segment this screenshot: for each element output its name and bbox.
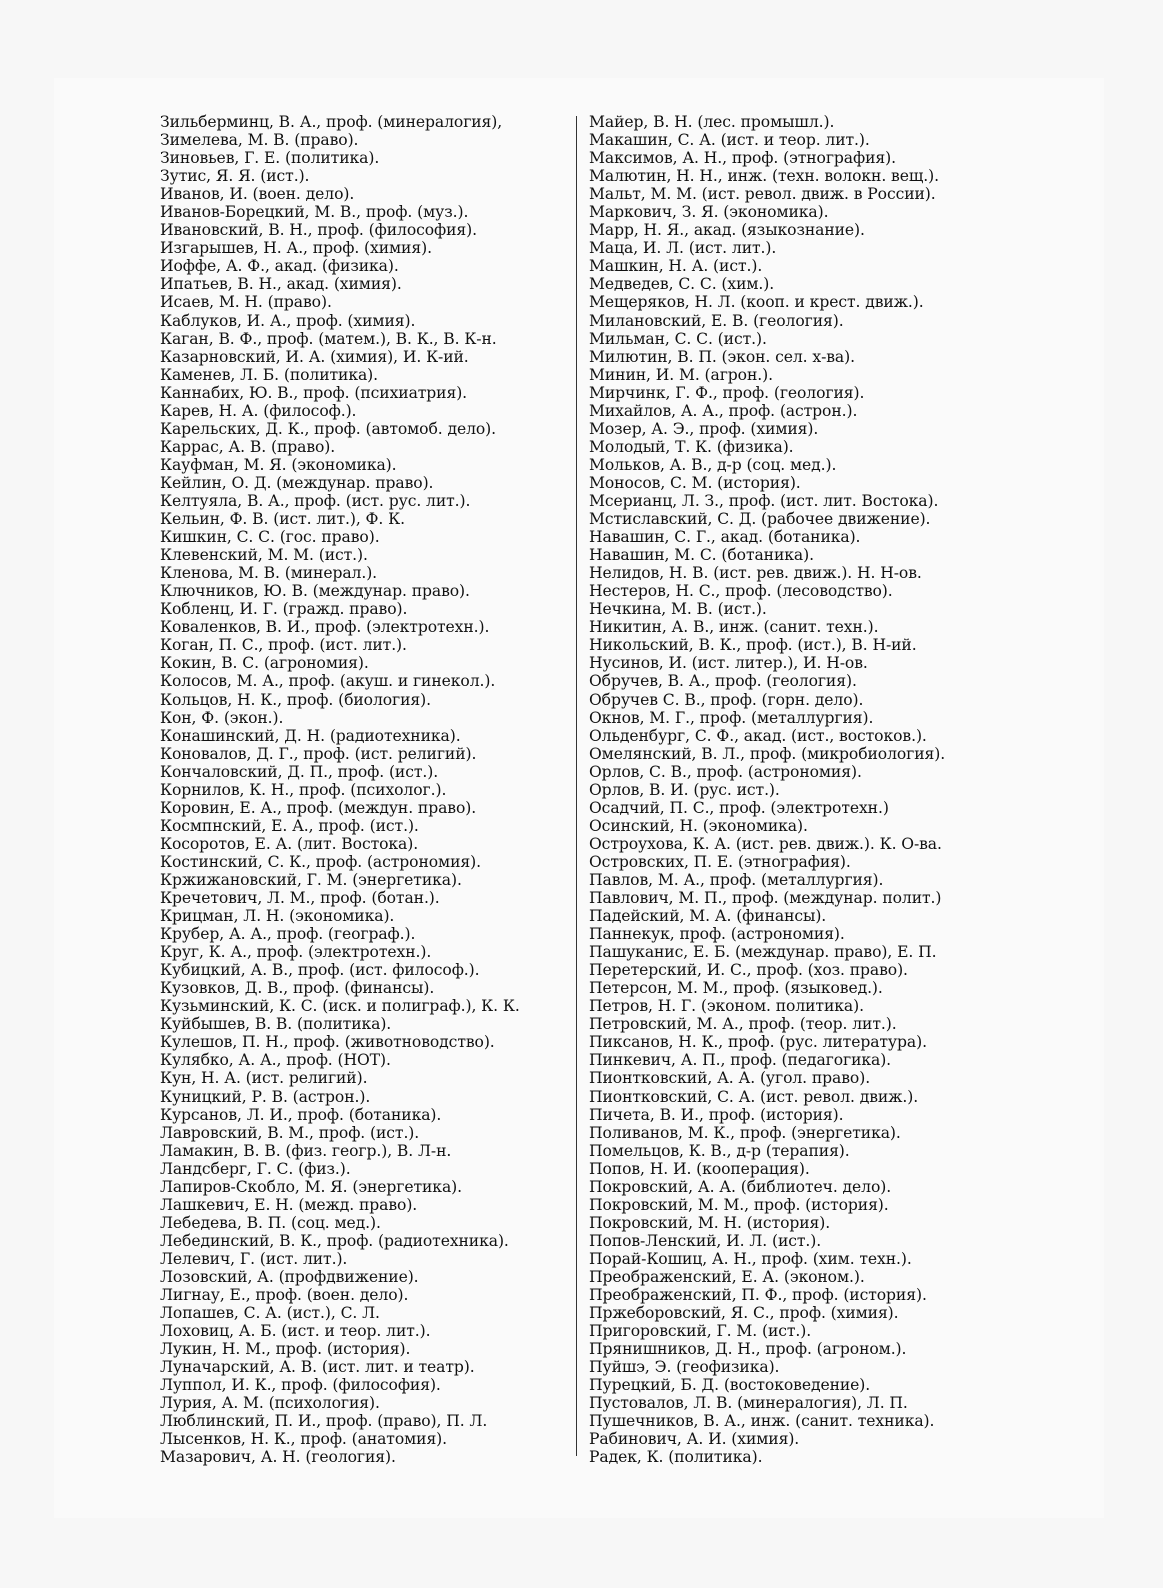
index-entry: Навашин, С. Г., акад. (ботаника). [589, 528, 861, 547]
index-entry: Иванов, И. (воен. дело). [160, 185, 355, 204]
index-entry: Навашин, М. С. (ботаника). [589, 546, 814, 565]
column-divider [576, 116, 577, 1456]
index-entry: Косоротов, Е. А. (лит. Востока). [160, 834, 419, 853]
index-entry: Кржижановский, Г. М. (энергетика). [160, 870, 462, 889]
index-entry: Лозовский, А. (профдвижение). [160, 1268, 419, 1286]
index-entry: Преображенский, Е. А. (эконом.). [589, 1268, 865, 1286]
index-entry: Пиксанов, Н. К., проф. (рус. литература). [589, 1033, 927, 1052]
index-entry: Лоховиц, А. Б. (ист. и теор. лит.). [160, 1322, 431, 1341]
index-entry: Коровин, Е. А., проф. (междун. право). [160, 798, 477, 817]
index-entry: Орлов, С. В., проф. (астрономия). [589, 762, 862, 781]
index-entry: Павлов, М. А., проф. (металлургия). [589, 870, 884, 889]
index-entry: Ламакин, В. В. (физ. геогр.), В. Л-н. [160, 1141, 452, 1160]
index-entry: Пржеборовский, Я. С., проф. (химия). [589, 1304, 899, 1323]
index-entry: Иванов-Борецкий, М. В., проф. (муз.). [160, 203, 469, 222]
index-entry: Петерсон, М. М., проф. (языковед.). [589, 979, 883, 998]
index-entry: Обручев, В. А., проф. (геология). [589, 672, 857, 691]
index-entry: Лапиров-Скобло, М. Я. (энергетика). [160, 1177, 462, 1196]
index-entry: Осинский, Н. (экономика). [589, 816, 808, 835]
index-entry: Крицман, Л. Н. (экономика). [160, 907, 395, 926]
index-entry: Кишкин, С. С. (гос. право). [160, 528, 380, 547]
index-entry: Круг, К. А., проф. (электротехн.). [160, 943, 432, 962]
index-entry: Павлович, М. П., проф. (междунар. полит.) [589, 889, 942, 908]
index-entry: Мальт, М. М. (ист. револ. движ. в России). [589, 185, 936, 204]
index-entry: Луначарский, А. В. (ист. лит. и театр). [160, 1358, 475, 1377]
index-entry: Ключников, Ю. В. (междунар. право). [160, 582, 470, 601]
index-entry: Мозер, А. Э., проф. (химия). [589, 419, 819, 438]
index-entry: Петровский, М. А., проф. (теор. лит.). [589, 1015, 897, 1034]
index-entry: Кончаловский, Д. П., проф. (ист.). [160, 762, 439, 781]
index-entry: Макашин, С. А. (ист. и теор. лит.). [589, 131, 870, 150]
index-entry: Ивановский, В. Н., проф. (философия). [160, 221, 478, 240]
index-entry: Каменев, Л. Б. (политика). [160, 365, 379, 384]
index-entry: Прянишников, Д. Н., проф. (агроном.). [589, 1340, 907, 1359]
index-entry: Куйбышев, В. В. (политика). [160, 1015, 392, 1034]
index-entry: Никольский, В. К., проф. (ист.), В. Н-ий. [589, 636, 917, 655]
index-entry: Нусинов, И. (ист. литер.), И. Н-ов. [589, 654, 868, 673]
index-entry: Никитин, А. В., инж. (санит. техн.). [589, 618, 879, 637]
index-entry: Лопашев, С. А. (ист.), С. Л. [160, 1304, 380, 1323]
index-entry: Маркович, З. Я. (экономика). [589, 203, 829, 222]
index-entry: Кулябко, А. А., проф. (НОТ). [160, 1051, 391, 1070]
index-entry: Петров, Н. Г. (эконом. политика). [589, 997, 864, 1016]
index-entry: Иоффе, А. Ф., акад. (физика). [160, 257, 399, 276]
index-entry: Омелянский, В. Л., проф. (микробиология). [589, 744, 946, 763]
index-entry: Лелевич, Г. (ист. лит.). [160, 1249, 348, 1268]
index-entry: Зильберминц, В. А., проф. (минералогия), [160, 113, 503, 131]
index-entry: Корнилов, К. Н., проф. (психолог.). [160, 780, 447, 799]
index-entry: Луппол, И. К., проф. (философия). [160, 1376, 441, 1395]
index-entry: Клевенский, М. М. (ист.). [160, 546, 368, 565]
index-entry: Лурия, А. М. (психология). [160, 1394, 380, 1413]
index-entry: Рабинович, А. И. (химия). [589, 1430, 800, 1449]
index-entry: Каннабих, Ю. В., проф. (психиатрия). [160, 383, 468, 402]
index-entry: Остроухова, К. А. (ист. рев. движ.). К. О-ва. [589, 834, 942, 853]
index-entry: Радек, К. (политика). [589, 1448, 763, 1467]
index-entry: Окнов, М. Г., проф. (металлургия). [589, 708, 874, 727]
index-entry: Нелидов, Н. В. (ист. рев. движ.). Н. Н-ов. [589, 564, 922, 583]
index-entry: Попов, Н. И. (кооперация). [589, 1159, 810, 1178]
index-entry: Пашуканис, Е. Б. (междунар. право), Е. П. [589, 943, 937, 962]
index-entry: Пустовалов, Л. В. (минералогия), Л. П. [589, 1394, 908, 1413]
index-entry: Моносов, С. М. (история). [589, 473, 801, 492]
index-entry: Лебедева, В. П. (соц. мед.). [160, 1213, 381, 1232]
index-entry: Порай-Кошиц, А. Н., проф. (хим. техн.). [589, 1249, 912, 1268]
index-entry: Пуйшэ, Э. (геофизика). [589, 1358, 780, 1377]
index-entry: Покровский, А. А. (библиотеч. дело). [589, 1177, 892, 1196]
right-column [589, 113, 999, 1467]
index-entry: Изгарышев, Н. А., проф. (химия). [160, 239, 432, 258]
index-entry: Кауфман, М. Я. (экономика). [160, 455, 397, 474]
index-entry: Кейлин, О. Д. (междунар. право). [160, 473, 434, 492]
index-entry: Покровский, М. М., проф. (история). [589, 1195, 889, 1214]
index-entry: Пионтковский, А. А. (угол. право). [589, 1069, 871, 1088]
index-entry: Кокин, В. С. (агрономия). [160, 654, 369, 673]
index-entry: Маца, И. Л. (ист. лит.). [589, 239, 777, 258]
index-entry: Марр, Н. Я., акад. (языкознание). [589, 221, 865, 240]
index-entry: Кленова, М. В. (минерал.). [160, 564, 378, 583]
index-entry: Кольцов, Н. К., проф. (биология). [160, 690, 431, 709]
index-entry: Каррас, А. В. (право). [160, 437, 336, 456]
index-entry: Падейский, М. А. (финансы). [589, 907, 827, 926]
index-entry: Мстиславский, С. Д. (рабочее движение). [589, 510, 931, 529]
index-entry: Михайлов, А. А., проф. (астрон.). [589, 401, 858, 420]
index-entry: Кречетович, Л. М., проф. (ботан.). [160, 889, 440, 908]
index-entry: Ольденбург, С. Ф., акад. (ист., востоков.). [589, 726, 927, 745]
index-entry: Ипатьев, В. Н., акад. (химия). [160, 275, 402, 294]
index-entry: Зимелева, М. В. (право). [160, 131, 359, 150]
index-entry: Лашкевич, Е. Н. (межд. право). [160, 1195, 418, 1214]
index-entry: Обручев С. В., проф. (горн. дело). [589, 690, 864, 709]
index-entry: Медведев, С. С. (хим.). [589, 275, 775, 294]
index-entry: Колосов, М. А., проф. (акуш. и гинекол.). [160, 672, 496, 691]
index-entry: Минин, И. М. (агрон.). [589, 365, 773, 384]
index-entry: Кун, Н. А. (ист. религий). [160, 1069, 368, 1088]
index-entry: Мольков, А. В., д-р (соц. мед.). [589, 455, 837, 474]
index-entry: Перетерский, И. С., проф. (хоз. право). [589, 961, 908, 980]
index-entry: Мильман, С. С. (ист.). [589, 329, 767, 348]
index-entry: Лавровский, В. М., проф. (ист.). [160, 1123, 420, 1142]
index-entry: Островских, П. Е. (этнография). [589, 852, 851, 871]
index-entry: Максимов, А. Н., проф. (этнография). [589, 149, 896, 168]
index-entry: Кельин, Ф. В. (ист. лит.), Ф. К. [160, 510, 405, 529]
index-entry: Покровский, М. Н. (история). [589, 1213, 831, 1232]
index-entry: Пригоровский, Г. М. (ист.). [589, 1322, 812, 1341]
index-entry: Кон, Ф. (экон.). [160, 708, 284, 727]
index-entry: Кулешов, П. Н., проф. (животноводство). [160, 1033, 495, 1052]
index-entry: Зутис, Я. Я. (ист.). [160, 167, 310, 186]
index-entry: Каблуков, И. А., проф. (химия). [160, 311, 416, 330]
index-entry: Пичета, В. И., проф. (история). [589, 1105, 844, 1124]
index-entry: Кубицкий, А. В., проф. (ист. философ.). [160, 961, 480, 980]
index-entry: Костинский, С. К., проф. (астрономия). [160, 852, 481, 871]
index-entry: Майер, В. Н. (лес. промышл.). [589, 113, 835, 131]
index-entry: Лукин, Н. М., проф. (история). [160, 1340, 411, 1359]
index-entry: Люблинский, П. И., проф. (право), П. Л. [160, 1412, 488, 1431]
index-entry: Осадчий, П. С., проф. (электротехн.) [589, 798, 889, 817]
index-entry: Попов-Ленский, И. Л. (ист.). [589, 1231, 822, 1250]
index-entry: Милановский, Е. В. (геология). [589, 311, 844, 330]
index-entry: Пинкевич, А. П., проф. (педагогика). [589, 1051, 892, 1070]
index-entry: Конашинский, Д. Н. (радиотехника). [160, 726, 461, 745]
index-entry: Мирчинк, Г. Ф., проф. (геология). [589, 383, 865, 402]
index-entry: Пионтковский, С. А. (ист. револ. движ.). [589, 1087, 919, 1106]
index-entry: Курсанов, Л. И., проф. (ботаника). [160, 1105, 442, 1124]
index-entry: Карев, Н. А. (философ.). [160, 401, 357, 420]
index-entry: Паннекук, проф. (астрономия). [589, 925, 845, 944]
index-entry: Молодый, Т. К. (физика). [589, 437, 794, 456]
index-entry: Лебединский, В. К., проф. (радиотехника). [160, 1231, 509, 1250]
index-entry: Лысенков, Н. К., проф. (анатомия). [160, 1430, 448, 1449]
index-entry: Коган, П. С., проф. (ист. лит.). [160, 636, 407, 655]
index-entry: Пушечников, В. А., инж. (санит. техника). [589, 1412, 935, 1431]
index-entry: Нечкина, М. В. (ист.). [589, 600, 767, 619]
index-entry: Куницкий, Р. В. (астрон.). [160, 1087, 371, 1106]
index-entry: Лигнау, Е., проф. (воен. дело). [160, 1286, 409, 1305]
index-entry: Помельцов, К. В., д-р (терапия). [589, 1141, 850, 1160]
index-entry: Коваленков, В. И., проф. (электротехн.). [160, 618, 490, 637]
index-entry: Милютин, В. П. (экон. сел. х-ва). [589, 347, 855, 366]
index-entry: Кузьминский, К. С. (иск. и полиграф.), К. К. [160, 997, 520, 1016]
index-entry: Мсерианц, Л. З., проф. (ист. лит. Востока). [589, 491, 939, 510]
index-entry: Кобленц, И. Г. (гражд. право). [160, 600, 408, 619]
index-entry: Коновалов, Д. Г., проф. (ист. религий). [160, 744, 477, 763]
index-entry: Казарновский, И. А. (химия), И. К-ий. [160, 347, 469, 366]
index-entry: Орлов, В. И. (рус. ист.). [589, 780, 780, 799]
index-entry: Ландсберг, Г. С. (физ.). [160, 1159, 351, 1178]
index-entry: Космпнский, Е. А., проф. (ист.). [160, 816, 419, 835]
index-entry: Исаев, М. Н. (право). [160, 293, 332, 312]
index-entry: Машкин, Н. А. (ист.). [589, 257, 763, 276]
index-entry: Мазарович, А. Н. (геология). [160, 1448, 396, 1467]
index-entry: Пурецкий, Б. Д. (востоковедение). [589, 1376, 871, 1395]
index-entry: Каган, В. Ф., проф. (матем.), В. К., В. К-н. [160, 329, 497, 348]
index-entry: Нестеров, Н. С., проф. (лесоводство). [589, 582, 893, 601]
index-entry: Карельских, Д. К., проф. (автомоб. дело). [160, 419, 497, 438]
index-entry: Келтуяла, В. А., проф. (ист. рус. лит.). [160, 491, 471, 510]
index-entry: Преображенский, П. Ф., проф. (история). [589, 1286, 927, 1305]
index-entry: Кузовков, Д. В., проф. (финансы). [160, 979, 435, 998]
left-column [160, 113, 565, 1467]
index-entry: Крубер, А. А., проф. (географ.). [160, 925, 416, 944]
index-entry: Мещеряков, Н. Л. (кооп. и крест. движ.). [589, 293, 924, 312]
index-entry: Малютин, Н. Н., инж. (техн. волокн. вещ.). [589, 167, 939, 186]
index-entry: Поливанов, М. К., проф. (энергетика). [589, 1123, 901, 1142]
index-entry: Зиновьев, Г. Е. (политика). [160, 149, 380, 168]
